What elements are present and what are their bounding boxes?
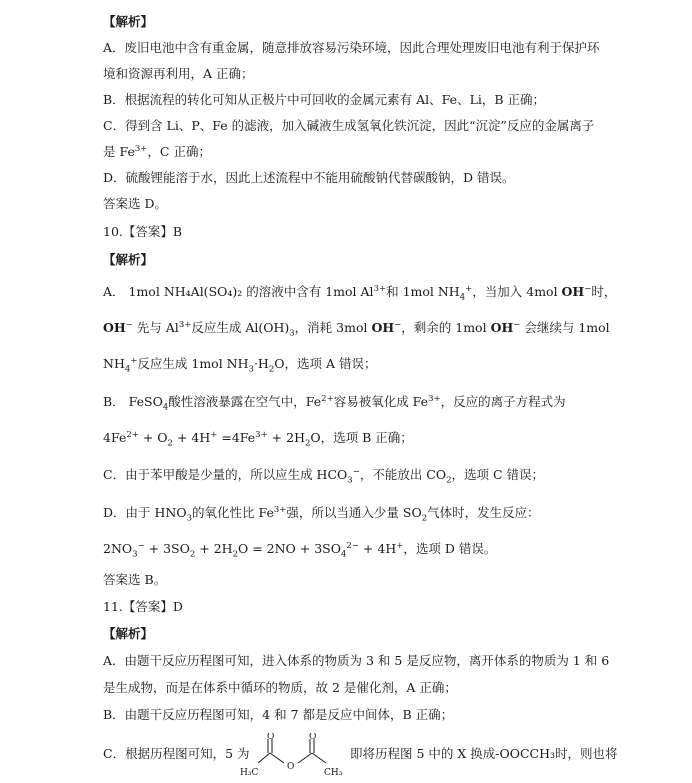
- q10-option-a-line1: A． 1mol NH₄Al(SO₄)₂ 的溶液中含有 1mol $Al^{3+}$和 1mol $NH_4^+$，当加入 4mol OH−时，: [103, 283, 617, 303]
- q9-option-a-line2: 境和资源再利用，A 正确；: [103, 66, 254, 81]
- q10-option-b-line1: B． FeSO$_4$酸性溶液暴露在空气中，$Fe^{2+}$容易被氧化成 $Fe^{3+}$，反应的离子方程式为: [103, 393, 566, 413]
- q11-option-a-line1: A．由题干反应历程图可知，进入体系的物质为 3 和 5 是反应物，离开体系的物质为 1 和 6: [103, 653, 610, 668]
- mol-label-ch3: CH₃: [324, 768, 343, 778]
- q11-option-c-post: 即将历程图 5 中的 X 换成-OOCCH₃时，则也将: [350, 746, 618, 761]
- formula-nh4al-so4-2: NH₄Al(SO₄)₂: [163, 284, 243, 299]
- mol-label-h3c: H₃C: [240, 768, 259, 778]
- q11-option-a-line2: 是生成物，而是在体系中循环的物质，故 2 是催化剂，A 正确；: [103, 680, 457, 695]
- q10-option-d-line1: D．由于 $HNO_3$的氧化性比 $Fe^{3+}$强，所以当通入少量 $SO_2$气体时，发生反应：: [103, 504, 540, 524]
- q10-option-a-line3: $NH_4^+$反应生成 1mol $NH_3\cdot H_2O$，选项 A 错误；: [103, 355, 377, 375]
- q9-option-c-line1: C．得到含 Li、P、Fe 的滤液，加入碱液生成氢氧化铁沉淀，因此“沉淀”反应的金属离子: [103, 118, 595, 133]
- q9-option-c-line2: 是 $Fe^{3+}$，C 正确；: [103, 143, 211, 159]
- q10-header: 10.【答案】B: [103, 224, 183, 239]
- acetic-anhydride-structure: [240, 733, 345, 781]
- q11-option-c-pre: C．根据历程图可知，5 为: [103, 746, 250, 761]
- svg-text:O: O: [309, 733, 317, 742]
- q10-option-b-equation: $4Fe^{2+} + O_2 + 4H^+ =4Fe^{3+} + 2H_2O$，选项 B 正确；: [103, 429, 413, 449]
- q9-option-a-line1: A．废旧电池中含有重金属，随意排放容易污染环境，因此合理处理废旧电池有利于保护环: [103, 40, 600, 55]
- q9-answer: 答案选 D。: [103, 196, 167, 211]
- q11-analysis-heading: 【解析】: [103, 626, 154, 641]
- q9-option-d: D．硫酸锂能溶于水，因此上述流程中不能用硫酸钠代替碳酸钠，D 错误。: [103, 170, 515, 185]
- q10-analysis-heading: 【解析】: [103, 252, 154, 267]
- q10-option-a-line2: OH− 先与 $Al^{3+}$反应生成 $Al(OH)_3$，消耗 3mol OH−，剩余的 1mol OH− 会继续与 1mol: [103, 319, 610, 339]
- q11-header: 11.【答案】D: [103, 599, 183, 614]
- q10-answer: 答案选 B。: [103, 572, 167, 587]
- mol-label-o: O: [287, 762, 295, 772]
- q9-option-b: B．根据流程的转化可知从正极片中可回收的金属元素有 Al、Fe、Li，B 正确；: [103, 92, 546, 107]
- q10-option-d-equation: $2NO_3^- + 3SO_2 + 2H_2O = 2NO + 3SO_4^{2-} + 4H^+$，选项 D 错误。: [103, 540, 497, 560]
- q11-option-b: B．由题干反应历程图可知，4 和 7 都是反应中间体，B 正确；: [103, 707, 454, 722]
- svg-text:O: O: [267, 733, 275, 742]
- q10-option-c: C．由于苯甲酸是少量的，所以应生成 $HCO_3^-$，不能放出 $CO_2$，选项 C 错误；: [103, 466, 545, 486]
- q9-analysis-heading: 【解析】: [103, 14, 154, 29]
